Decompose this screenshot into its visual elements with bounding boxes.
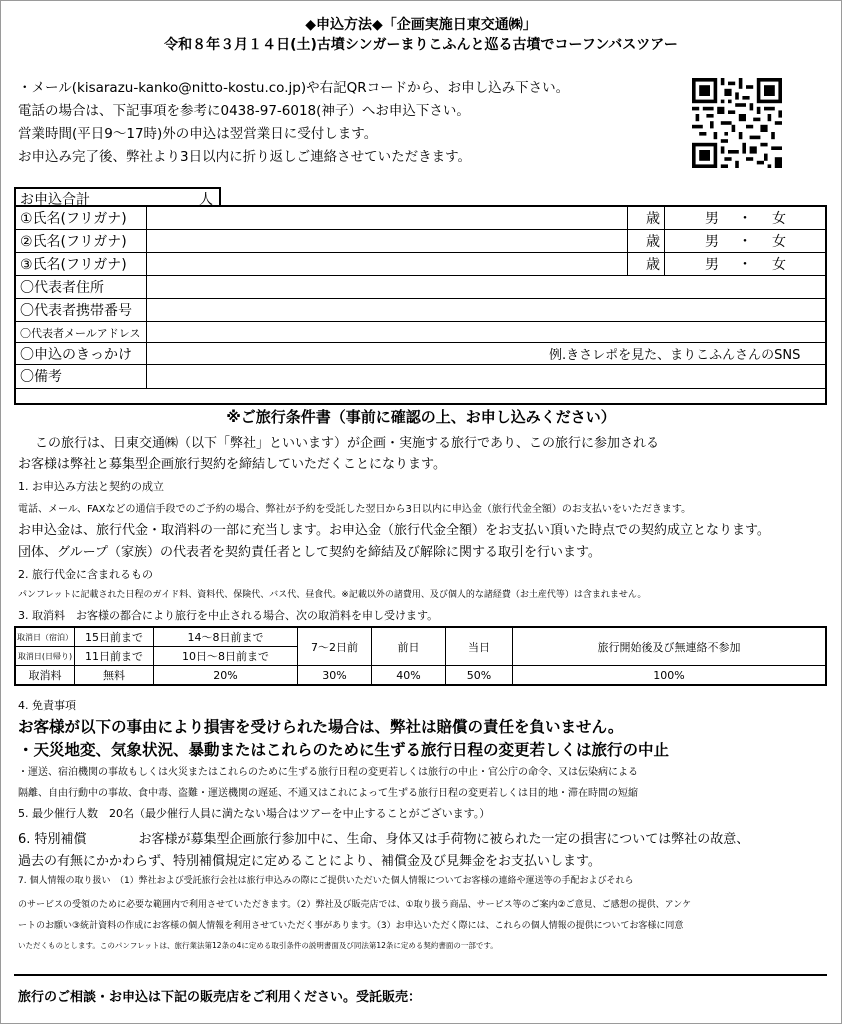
female-2-option[interactable]: 女: [772, 234, 786, 250]
footer-divider: [14, 974, 827, 976]
male-2-option[interactable]: 男: [705, 234, 719, 250]
gender-3-separator: ・: [738, 257, 752, 273]
female-3-option[interactable]: 女: [772, 257, 786, 273]
section-7-line-4: いただくものとします。このパンフレットは、旅行業法第12条の4に定める取引条件の説明書面及び同法第12条に定める契約書面の一部です。: [18, 941, 498, 950]
title-line-2: 令和８年３月１４日(土)古墳シンガーまりこふんと巡る古墳でコーフンバスツアー: [164, 37, 678, 53]
qr-code-icon[interactable]: [692, 78, 782, 168]
phone-label: 〇代表者携帯番号: [20, 303, 132, 319]
section-7-line-1: 7. 個人情報の取り扱い （1）弊社および受託旅行会社は旅行申込みの際にご提供いただいた個人情報についてお客様の連絡や運送等の手配およびそれら: [18, 876, 634, 886]
conditions-intro-1: この旅行は、日東交通㈱（以下「弊社」といいます）が企画・実施する旅行であり、この旅行に参加される: [35, 436, 660, 451]
total-label: お申込合計: [20, 192, 90, 208]
male-1-option[interactable]: 男: [705, 211, 719, 227]
title-line-1: ◆申込方法◆「企画実施日東交通㈱」: [305, 17, 537, 33]
section-1-title: 1. お申込み方法と契約の成立: [18, 480, 164, 493]
section-4-big-1: お客様が以下の事由により損害を受けられた場合は、弊社は賠償の責任を負いません。: [18, 718, 624, 736]
section-6-line-2: 過去の有無にかかわらず、特別補償規定に定めることにより、補償金及び見舞金をお支払いします。: [18, 854, 601, 869]
cancel-fee: 50%: [446, 666, 513, 686]
section-7-line-3: ートのお願い③統計資料の作成にお客様の個人情報を利用させていただく事があります。（3）お申込いただく際には、これらの個人情報の提供についてお客様に同意: [18, 921, 684, 931]
form-row-address[interactable]: [16, 276, 825, 299]
application-form: [14, 205, 827, 405]
cancel-stay-15: 15日前まで: [75, 627, 154, 647]
section-3-title: 3. 取消料 お客様の都合により旅行を中止される場合、次の取消料を申し受けます。: [18, 609, 439, 622]
email-label: 〇代表者メールアドレス: [20, 327, 141, 340]
age-2-label: 歳: [646, 234, 660, 250]
section-4-line-2: 隔離、自由行動中の事故、食中毒、盗難・運送機関の遅延、不通又はこれによって生ずる旅行日程の変更若しくは目的地・滞在時間の短縮: [18, 788, 638, 799]
application-total[interactable]: [14, 187, 221, 207]
section-4-big-2: ・天災地変、気象状況、暴動またはこれらのために生ずる旅行日程の変更若しくは旅行の中止: [18, 741, 670, 759]
section-1-line-2: お申込金は、旅行代金・取消料の一部に充当します。お申込金（旅行代金全額）をお支払い頂いた時点での契約成立となります。: [18, 523, 770, 538]
female-1-option[interactable]: 女: [772, 211, 786, 227]
cancel-fee: 20%: [154, 666, 298, 686]
form-row-remarks[interactable]: [16, 365, 825, 389]
section-7-line-2: のサービスの受領のために必要な範囲内で利用させていただきます。（2）弊社及び販売店では、①取り扱う商品、サービス等のご案内②ご意見、ご感想の提供、アンケ: [18, 900, 692, 910]
form-row-email[interactable]: [16, 322, 825, 343]
section-1-line-1: 電話、メール、FAXなどの通信手段でのご予約の場合、弊社が予約を受託した翌日から3日以内に申込金（旅行代金全額）のお支払いをいただきます。: [18, 504, 692, 515]
form-row-trigger[interactable]: [16, 343, 825, 365]
form-row-name-1[interactable]: [16, 207, 825, 230]
section-4-title: 4. 免責事項: [18, 699, 76, 712]
intro-hours: 営業時間(平日9～17時)外の申込は翌営業日に受付します。: [18, 126, 378, 142]
form-row-name-2[interactable]: [16, 230, 825, 253]
name-3-label: ③氏名(フリガナ): [20, 257, 127, 273]
cancel-head-day: 取消日(日帰り): [15, 647, 75, 666]
section-6-line-1: 6. 特別補償 お客様が募集型企画旅行参加中に、生命、身体又は手荷物に被られた一定の損害については弊社の故意、: [18, 832, 750, 847]
trigger-label: 〇申込のきっかけ: [20, 347, 132, 363]
cancel-prev-day: 前日: [372, 627, 446, 666]
cancel-fee-head: 取消料: [15, 666, 75, 686]
section-2-line-1: パンフレットに記載された日程のガイド料、資料代、保険代、バス代、昼食代。※記載以外の諸費用、及び個人的な諸経費（お土産代等）は含まれません。: [18, 590, 647, 600]
gender-2-separator: ・: [738, 234, 752, 250]
footer-sales: 旅行のご相談・お申込は下記の販売店をご利用ください。受託販売：: [18, 990, 422, 1005]
cancel-after-start: 旅行開始後及び無連絡不参加: [513, 627, 827, 666]
cancellation-table: [14, 626, 827, 686]
section-1-line-3: 団体、グループ（家族）の代表者を契約責任者として契約を締結及び解除に関する取引を行います。: [18, 545, 601, 560]
address-label: 〇代表者住所: [20, 280, 104, 296]
cancel-head-stay: 取消日（宿泊）: [15, 627, 75, 647]
section-4-line-1: ・運送、宿泊機関の事故もしくは火災またはこれらのために生ずる旅行日程の変更若しくは旅行の中止・官公庁の命令、又は伝染病による: [18, 767, 638, 778]
section-5: 5. 最少催行人数 20名（最少催行人員に満たない場合はツアーを中止することがございます。）: [18, 807, 491, 820]
name-1-label: ①氏名(フリガナ): [20, 211, 127, 227]
cancel-fee: 40%: [372, 666, 446, 686]
form-row-name-3[interactable]: [16, 253, 825, 276]
cancel-fee: 100%: [513, 666, 827, 686]
form-row-phone[interactable]: [16, 299, 825, 322]
cancel-fee: 無料: [75, 666, 154, 686]
cancel-day-11: 11日前まで: [75, 647, 154, 666]
intro-reply: お申込み完了後、弊社より3日以内に折り返しご連絡させていただきます。: [18, 149, 472, 165]
age-1-label: 歳: [646, 211, 660, 227]
remarks-label: 〇備考: [20, 369, 62, 385]
cancel-day-10-8: 10日～8日前まで: [154, 647, 298, 666]
intro-email: ・メール(kisarazu-kanko@nitto-kostu.co.jp)や右記QRコードから、お申し込み下さい。: [18, 80, 570, 96]
cancel-fee: 30%: [298, 666, 372, 686]
trigger-example: 例.きさレポを見た、まりこふんさんのSNS: [549, 348, 801, 363]
total-unit: 人: [199, 192, 213, 208]
male-3-option[interactable]: 男: [705, 257, 719, 273]
gender-1-separator: ・: [738, 211, 752, 227]
intro-phone: 電話の場合は、下記事項を参考に0438-97-6018(神子）へお申込下さい。: [18, 103, 470, 119]
cancel-same-day: 当日: [446, 627, 513, 666]
section-2-title: 2. 旅行代金に含まれるもの: [18, 568, 153, 581]
name-2-label: ②氏名(フリガナ): [20, 234, 127, 250]
conditions-intro-2: お客様は弊社と募集型企画旅行契約を締結していただくことになります。: [18, 457, 446, 472]
cancel-7-2: 7～2日前: [298, 627, 372, 666]
age-3-label: 歳: [646, 257, 660, 273]
conditions-title: ※ご旅行条件書（事前に確認の上、お申し込みください）: [226, 408, 616, 426]
cancel-stay-14-8: 14～8日前まで: [154, 627, 298, 647]
